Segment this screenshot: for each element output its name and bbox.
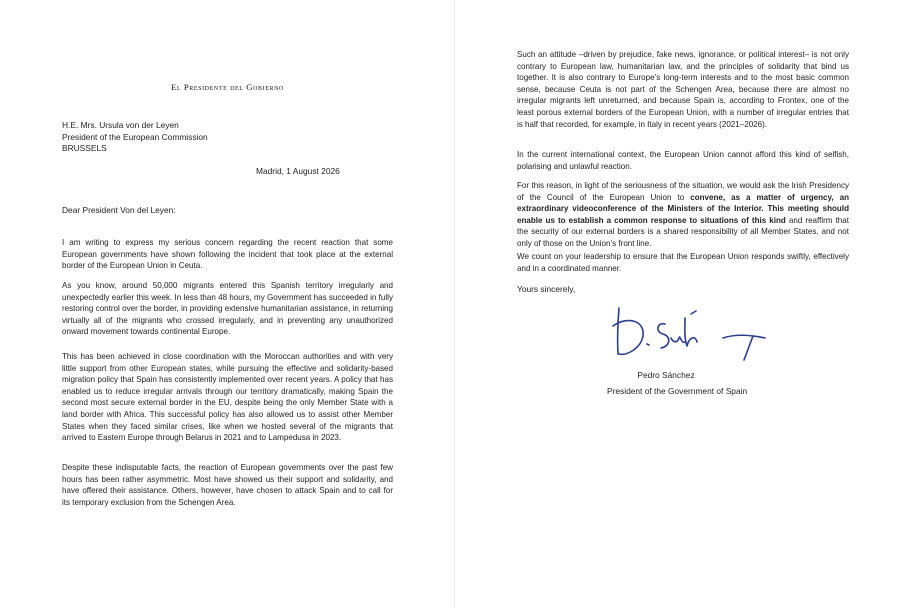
recipient-line-3: BRUSSELS xyxy=(62,143,107,153)
paragraph-final: We count on your leadership to ensure that the European Union responds swiftly, effectively and in a coordinated manner. xyxy=(517,252,849,273)
signer-title: President of the Government of Spain xyxy=(607,386,748,396)
paragraph-4: Despite these indisputable facts, the reaction of European governments over the past few hours has been rather asymmetric. Most have showed us their support and solidarity, and have offered their assistance. Others, however, have chosen to attack Spain and to call for its temporary exclusion from the Schengen Area. xyxy=(62,463,393,507)
recipient-line-2: President of the European Commission xyxy=(62,131,208,142)
recipient-address xyxy=(62,120,208,155)
paragraph-2: As you know, around 50,000 migrants entered this Spanish territory irregularly and unexpectedly earlier this week. In less than 48 hours, my Government has succeeded in fully restoring control over the border, in providing extensive humanitarian assistance, in returning virtually all of the migrants who crossed irregularly, and in preventing any unauthorized onward movement towards continental Europe. xyxy=(62,281,393,337)
paragraph-3: This has been achieved in close coordination with the Moroccan authorities and with very little support from other European states, while pursuing the effective and solidarity-based migration policy that Spain has consistently implemented over recent years. A policy that has enabled us to reduce irregular arrivals through our territory dramatically, making Spain the second most secure external border in the EU, despite being the only Member State with a land border with Africa. This successful policy has also allowed us to assist other Member States when they faced similar crises, like when we hosted several of the migrants that arrived to Eastern Europe through Belarus in 2021 and to Lampedusa in 2023. xyxy=(62,352,393,443)
request-text-a: For this reason, in light of the seriousness of the situation, we would ask the Irish Presidency of the Council of the European Union to xyxy=(517,181,849,202)
salutation: Dear President Von del Leyen: xyxy=(62,205,176,215)
request-text-bold: convene, as a matter of urgency, an extraordinary videoconference of the Ministers of the Interior. This meeting should enable us to establish a common response to situations of this kind xyxy=(517,192,850,225)
paragraph-1: I am writing to express my serious concern regarding the recent reaction that some European governments have shown following the incident that took place at the external border of the European Union in Ceuta. xyxy=(62,238,393,271)
page-left xyxy=(0,0,455,607)
request-text-c: and reaffirm that the security of our external borders is a shared responsibility of all Member States, and not only of those on the Union’s front line. xyxy=(517,215,849,248)
letterhead-text: El Presidente del Gobierno xyxy=(171,82,284,92)
letter-date: Madrid, 1 August 2026 xyxy=(256,166,340,176)
signer-name: Pedro Sánchez xyxy=(637,370,695,380)
recipient-line-1: H.E. Mrs. Ursula von der Leyen xyxy=(62,120,179,130)
signature xyxy=(605,304,785,366)
closing: Yours sincerely, xyxy=(517,284,576,294)
letterhead xyxy=(0,82,455,92)
paragraph-5: Such an attitude –driven by prejudice, fake news, ignorance, or political interest– is not only contrary to European law, humanitarian law, and the principles of solidarity that bind us together. It is also contrary to Europe’s long-term interests and to the most basic common sense, because Ceuta is not part of the Schengen Area, because there are almost no irregular migrants left unreturned, and because Spain is, according to Frontex, one of the least porous external borders of the European Union, with a number of irregular entries that is half that recorded, for example, in Italy in recent years (2021–2026). xyxy=(517,50,849,129)
paragraph-6: In the current international context, the European Union cannot afford this kind of selfish, polarising and unlawful reaction. xyxy=(517,150,849,171)
paragraph-request xyxy=(517,180,849,250)
